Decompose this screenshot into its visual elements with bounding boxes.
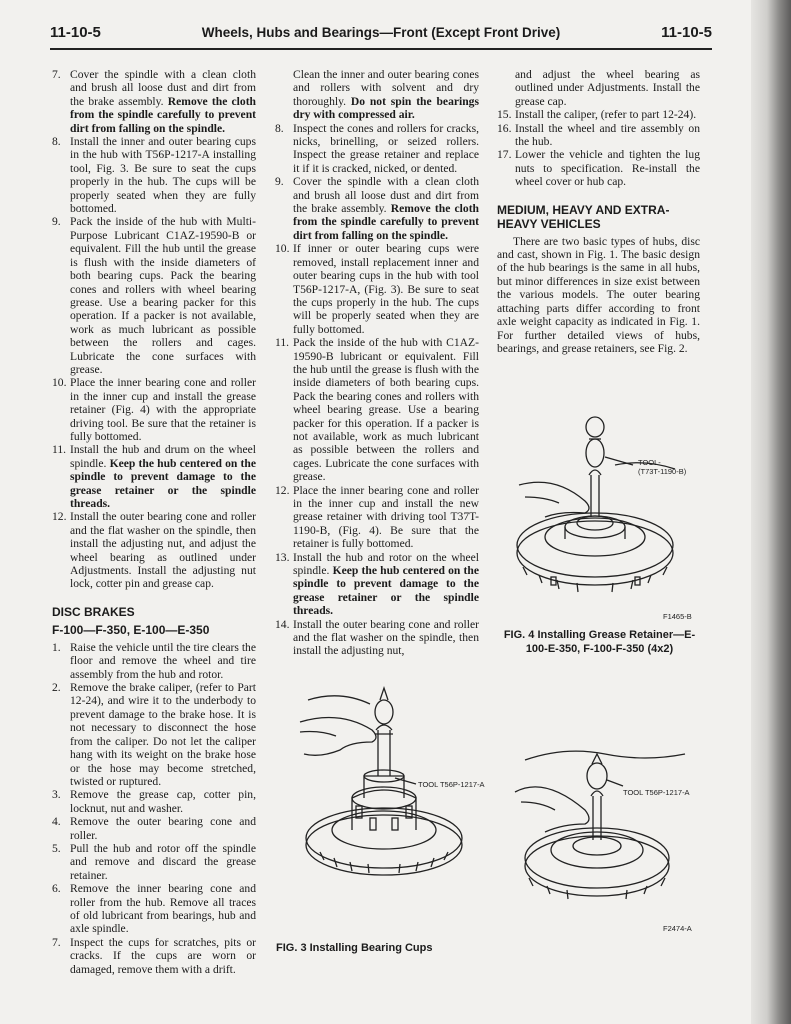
book-binding-shadow xyxy=(751,0,791,1024)
section-title: Wheels, Hubs and Bearings—Front (Except Front Drive) xyxy=(201,25,561,40)
step-item: 5. Pull the hub and rotor off the spindle and remove and discard the grease retainer. xyxy=(52,841,256,882)
fig4-tool-label: TOOL- (T73T-1190-B) xyxy=(638,458,687,476)
step-item: 12. Install the outer bearing cone and roller and the flat washer on the spindle, then install the adjusting nut, and adjust the wheel bearing as outlined under Adjustments. Install the adjusting nut lock, cotter pin and grease cap. xyxy=(52,510,256,591)
disc-brake-steps xyxy=(52,641,256,976)
step-item: 9. Pack the inside of the hub with Multi-Purpose Lubricant C1AZ-19590-B or equivalent. Fill the hub until the grease is flush with the inside diameters of both bearing cups. Pack the bearing cones and rollers with wheel bearing grease. Use a bearing packer for this operation. If a packer is not available, work as much lubricant as possible between the rollers and cages. Lubricate the cone surfaces with grease. xyxy=(52,215,256,376)
step-item: 3. Remove the grease cap, cotter pin, locknut, nut and washer. xyxy=(52,788,256,815)
fig3-tool-label: TOOL T56P-1217-A xyxy=(418,780,485,789)
step-item: 1. Raise the vehicle until the tire clears the floor and remove the wheel and tire assembly from the hub and rotor. xyxy=(52,640,256,681)
fig4-illustration xyxy=(505,405,695,605)
step-item: 8. Inspect the cones and rollers for cracks, nicks, brinelling, or seized rollers. Inspect the grease retainer and replace it if it is cracked, nicked, or dented. xyxy=(275,121,479,175)
step-item: 11. Install the hub and drum on the wheel spindle. Keep the hub centered on the spindle to prevent damage to the grease retainer or the spindle threads. xyxy=(52,443,256,510)
step-item: 12. Place the inner bearing cone and roller in the inner cup and install the new grease retainer with driving tool T37T-1190-B, (Fig. 4). Be sure that the retainer is fully bottomed. xyxy=(275,483,479,551)
step-item: 10. If inner or outer bearing cups were removed, install replacement inner and outer bearing cups in the hub with tool T56P-1217-A, (Fig. 3). Be sure to seat the cups properly in the hub. The cups will be properly seated when they are fully bottomed. xyxy=(275,242,479,336)
page-header xyxy=(50,22,712,46)
continued-step: Clean the inner and outer bearing cones and rollers with solvent and dry thoroughly. Do not spin the bearings dry with compressed air. xyxy=(293,68,479,122)
disc-brakes-heading: DISC BRAKES xyxy=(52,604,135,619)
disc-brake-steps-final xyxy=(497,108,700,188)
continued-step: and adjust the wheel bearing as outlined under Adjustments. Install the grease cap. xyxy=(515,68,700,108)
medium-heavy-heading: MEDIUM, HEAVY AND EXTRA- HEAVY VEHICLES xyxy=(497,202,670,231)
bearing-cup-install-illustration xyxy=(505,740,695,910)
column-3 xyxy=(497,68,700,355)
page-number-right: 11-10-5 xyxy=(661,24,712,41)
step-item: 6. Remove the inner bearing cone and roller from the hub. Remove all traces of old lubricant from bearings, hub and axle spindle. xyxy=(52,882,256,936)
step-item: 8. Install the inner and outer bearing cups in the hub with T56P-1217-A installing tool, Fig. 3. Be sure to seat the cups properly in the hub. The cups will be properly seated when they are fully bottomed. xyxy=(52,135,256,216)
disc-brake-steps-continued xyxy=(275,122,479,658)
fig3-illustration xyxy=(280,680,480,902)
fig4-code: F1465-B xyxy=(663,612,692,621)
step-item: 14. Install the outer bearing cone and roller and the flat washer on the spindle, then install the adjusting nut, xyxy=(275,617,479,658)
header-rule xyxy=(50,48,712,50)
step-item: 4. Remove the outer bearing cone and roller. xyxy=(52,815,256,842)
column-1 xyxy=(52,68,256,976)
step-item: 7. Inspect the cups for scratches, pits or cracks. If the cups are worn or damaged, remove them with a drift. xyxy=(52,935,256,976)
fig-b-code: F2474-A xyxy=(663,924,692,933)
fig-b-tool-label: TOOL T56P-1217-A xyxy=(623,788,690,797)
drum-brake-steps xyxy=(52,68,256,591)
fig4-caption: FIG. 4 Installing Grease Retainer—E- 100-E-350, F-100-F-350 (4x2) xyxy=(503,629,696,655)
step-item: 15. Install the caliper, (refer to part 12-24). xyxy=(497,108,697,122)
step-item: 17. Lower the vehicle and tighten the lug nuts to specification. Re-install the wheel cover or hub cap. xyxy=(497,148,700,189)
step-item: 9. Cover the spindle with a clean cloth and brush all loose dust and dirt from the brake assembly. Remove the cloth from the spindle carefully to prevent dirt from falling on the spindle. xyxy=(275,175,480,242)
page-number-left: 11-10-5 xyxy=(50,24,101,41)
step-item: 2. Remove the brake caliper, (refer to Part 12-24), and wire it to the underbody to prevent damage to the brake hose. It is not necessary to disconnect the hose from the caliper. Do not let the caliper hang with its weight on the brake hose or the hose may become stretched, twisted or ruptured. xyxy=(52,681,256,788)
step-item: 13. Install the hub and rotor on the wheel spindle. Keep the hub centered on the spindle to prevent damage to the grease retainer or the spindle threads. xyxy=(275,550,479,618)
fig3-caption: FIG. 3 Installing Bearing Cups xyxy=(276,942,433,954)
hub-types-paragraph: There are two basic types of hubs, disc and cast, shown in Fig. 1. The basic design of the hub bearings is the same in all hubs, but minor differences in size exist between the various models. The outer bearing attaching parts differ according to front axle weight capacity as indicated in Fig. 1. For further detailed views of hubs, bearings, and grease retainers, see Fig. 2. xyxy=(497,234,700,355)
step-item: 11. Pack the inside of the hub with C1AZ-19590-B lubricant or equivalent. Fill the hub until the grease is flush with the inside diameters of both bearing cups. Pack the bearing cones and rollers with wheel bearing grease. Use a bearing packer for this operation. If a packer is not available, work as much lubricant as possible between the rollers and cages. Lubricate the cone surfaces with grease. xyxy=(275,336,479,484)
step-item: 7. Cover the spindle with a clean cloth and brush all loose dust and dirt from the brake assembly. Remove the cloth from the spindle carefully to prevent dirt from falling on the spindle. xyxy=(52,68,257,135)
disc-brakes-subheading: F-100—F-350, E-100—E-350 xyxy=(52,622,210,637)
step-item: 10. Place the inner bearing cone and roller in the inner cup and install the grease retainer (Fig. 4) with the appropriate driving tool. Be sure that the retainer is fully bottomed. xyxy=(52,376,256,443)
step-item: 16. Install the wheel and tire assembly on the hub. xyxy=(497,121,700,149)
column-2 xyxy=(275,68,479,658)
